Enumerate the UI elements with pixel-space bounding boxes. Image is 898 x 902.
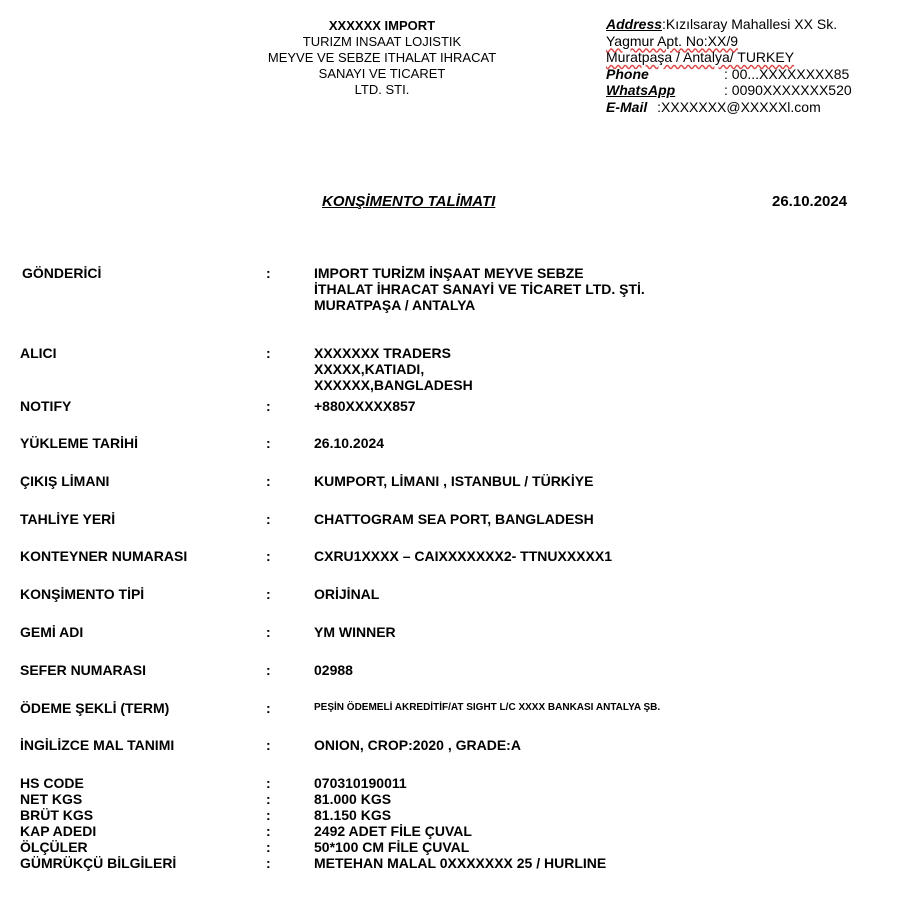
field-label: TAHLİYE YERİ	[20, 511, 116, 527]
phone-line	[606, 66, 898, 83]
field-colon: :	[266, 823, 271, 839]
field-colon: :	[266, 435, 271, 451]
field-label: KAP ADEDI	[20, 823, 97, 839]
field-colon: :	[266, 345, 271, 361]
field-label: GÖNDERİCİ	[22, 265, 102, 281]
field-value: 02988	[314, 662, 353, 678]
address-line-2: Yagmur Apt. No:XX/9	[606, 32, 739, 49]
field-colon: :	[266, 511, 271, 527]
company-line: SANAYI VE TICARET	[318, 66, 446, 81]
document-date: 26.10.2024	[772, 193, 848, 210]
address-value: :Kızılsaray Mahallesi XX Sk.	[662, 16, 838, 32]
field-label: HS CODE	[20, 775, 84, 791]
field-colon: :	[266, 265, 271, 281]
field-label: NOTIFY	[20, 398, 72, 414]
field-colon: :	[266, 791, 271, 807]
field-label: KONŞİMENTO TİPİ	[20, 586, 145, 602]
document-title: KONŞİMENTO TALİMATI	[322, 193, 496, 210]
address-line-3: Muratpaşa / Antalya/ TURKEY	[606, 49, 795, 65]
field-value: 26.10.2024	[314, 435, 385, 451]
field-value: 2492 ADET FİLE ÇUVAL	[314, 823, 472, 839]
company-line: LTD. STI.	[354, 82, 410, 97]
company-line: TURIZM INSAAT LOJISTIK	[302, 34, 462, 49]
field-colon: :	[266, 807, 271, 823]
company-name: XXXXXX IMPORT	[328, 18, 436, 33]
field-value: +880XXXXX857	[314, 398, 416, 414]
field-colon: :	[266, 548, 271, 564]
field-colon: :	[266, 855, 271, 871]
email-value: :XXXXXXX@XXXXXl.com	[657, 98, 821, 115]
company-line: MEYVE VE SEBZE ITHALAT IHRACAT	[267, 50, 497, 65]
field-label: ALICI	[20, 345, 57, 361]
field-label: ÇIKIŞ LİMANI	[20, 473, 110, 489]
field-label: KONTEYNER NUMARASI	[20, 548, 188, 564]
field-value: 81.000 KGS	[314, 791, 392, 807]
whatsapp-label: WhatsApp	[606, 82, 676, 98]
field-colon: :	[266, 775, 271, 791]
field-label: İNGİLİZCE MAL TANIMI	[20, 737, 175, 753]
field-label: YÜKLEME TARİHİ	[20, 435, 138, 451]
field-colon: :	[266, 662, 271, 678]
field-value: IMPORT TURİZM İNŞAAT MEYVE SEBZE İTHALAT İHRACAT SANAYİ VE TİCARET LTD. ŞTİ. MURATPAŞA / ANTALYA	[314, 265, 645, 313]
email-label: E-Mail	[606, 98, 648, 115]
field-value: CXRU1XXXX – CAIXXXXXXX2- TTNUXXXXX1	[314, 548, 612, 564]
field-value: METEHAN MALAL 0XXXXXXX 25 / HURLINE	[314, 855, 607, 871]
field-label: NET KGS	[20, 791, 83, 807]
field-colon: :	[266, 398, 271, 414]
field-value: PEŞİN ÖDEMELİ AKREDİTİF/AT SIGHT L/C XXXX BANKASI ANTALYA ŞB.	[314, 702, 661, 713]
company-block	[262, 18, 502, 98]
whatsapp-value: : 0090XXXXXXX520	[724, 82, 852, 98]
field-label: ÖDEME ŞEKLİ (TERM)	[20, 700, 170, 716]
field-value: YM WINNER	[314, 624, 396, 640]
field-colon: :	[266, 737, 271, 753]
field-colon: :	[266, 473, 271, 489]
phone-label: Phone	[606, 65, 649, 82]
field-label: GEMİ ADI	[20, 624, 84, 640]
contact-block	[606, 16, 898, 115]
field-value: KUMPORT, LİMANI , ISTANBUL / TÜRKİYE	[314, 473, 594, 489]
field-label: SEFER NUMARASI	[20, 662, 147, 678]
field-value: CHATTOGRAM SEA PORT, BANGLADESH	[314, 511, 594, 527]
field-colon: :	[266, 586, 271, 602]
field-value: 070310190011	[314, 775, 407, 791]
field-value: 81.150 KGS	[314, 807, 392, 823]
field-label: BRÜT KGS	[20, 807, 94, 823]
field-value: ONION, CROP:2020 , GRADE:A	[314, 737, 521, 753]
field-colon: :	[266, 700, 271, 716]
phone-value: : 00...XXXXXXXX85	[724, 65, 850, 82]
field-value: 50*100 CM FİLE ÇUVAL	[314, 839, 470, 855]
field-label: GÜMRÜKÇÜ BİLGİLERİ	[20, 855, 177, 871]
address-label: Address	[606, 16, 663, 32]
field-value: XXXXXXX TRADERS XXXXX,KATIADI, XXXXXX,BANGLADESH	[314, 345, 473, 393]
field-value: ORİJİNAL	[314, 586, 380, 602]
field-colon: :	[266, 624, 271, 640]
whatsapp-line	[606, 82, 898, 99]
field-colon: :	[266, 839, 271, 855]
address-line	[606, 16, 898, 33]
field-label: ÖLÇÜLER	[20, 839, 88, 855]
email-line	[606, 99, 898, 116]
